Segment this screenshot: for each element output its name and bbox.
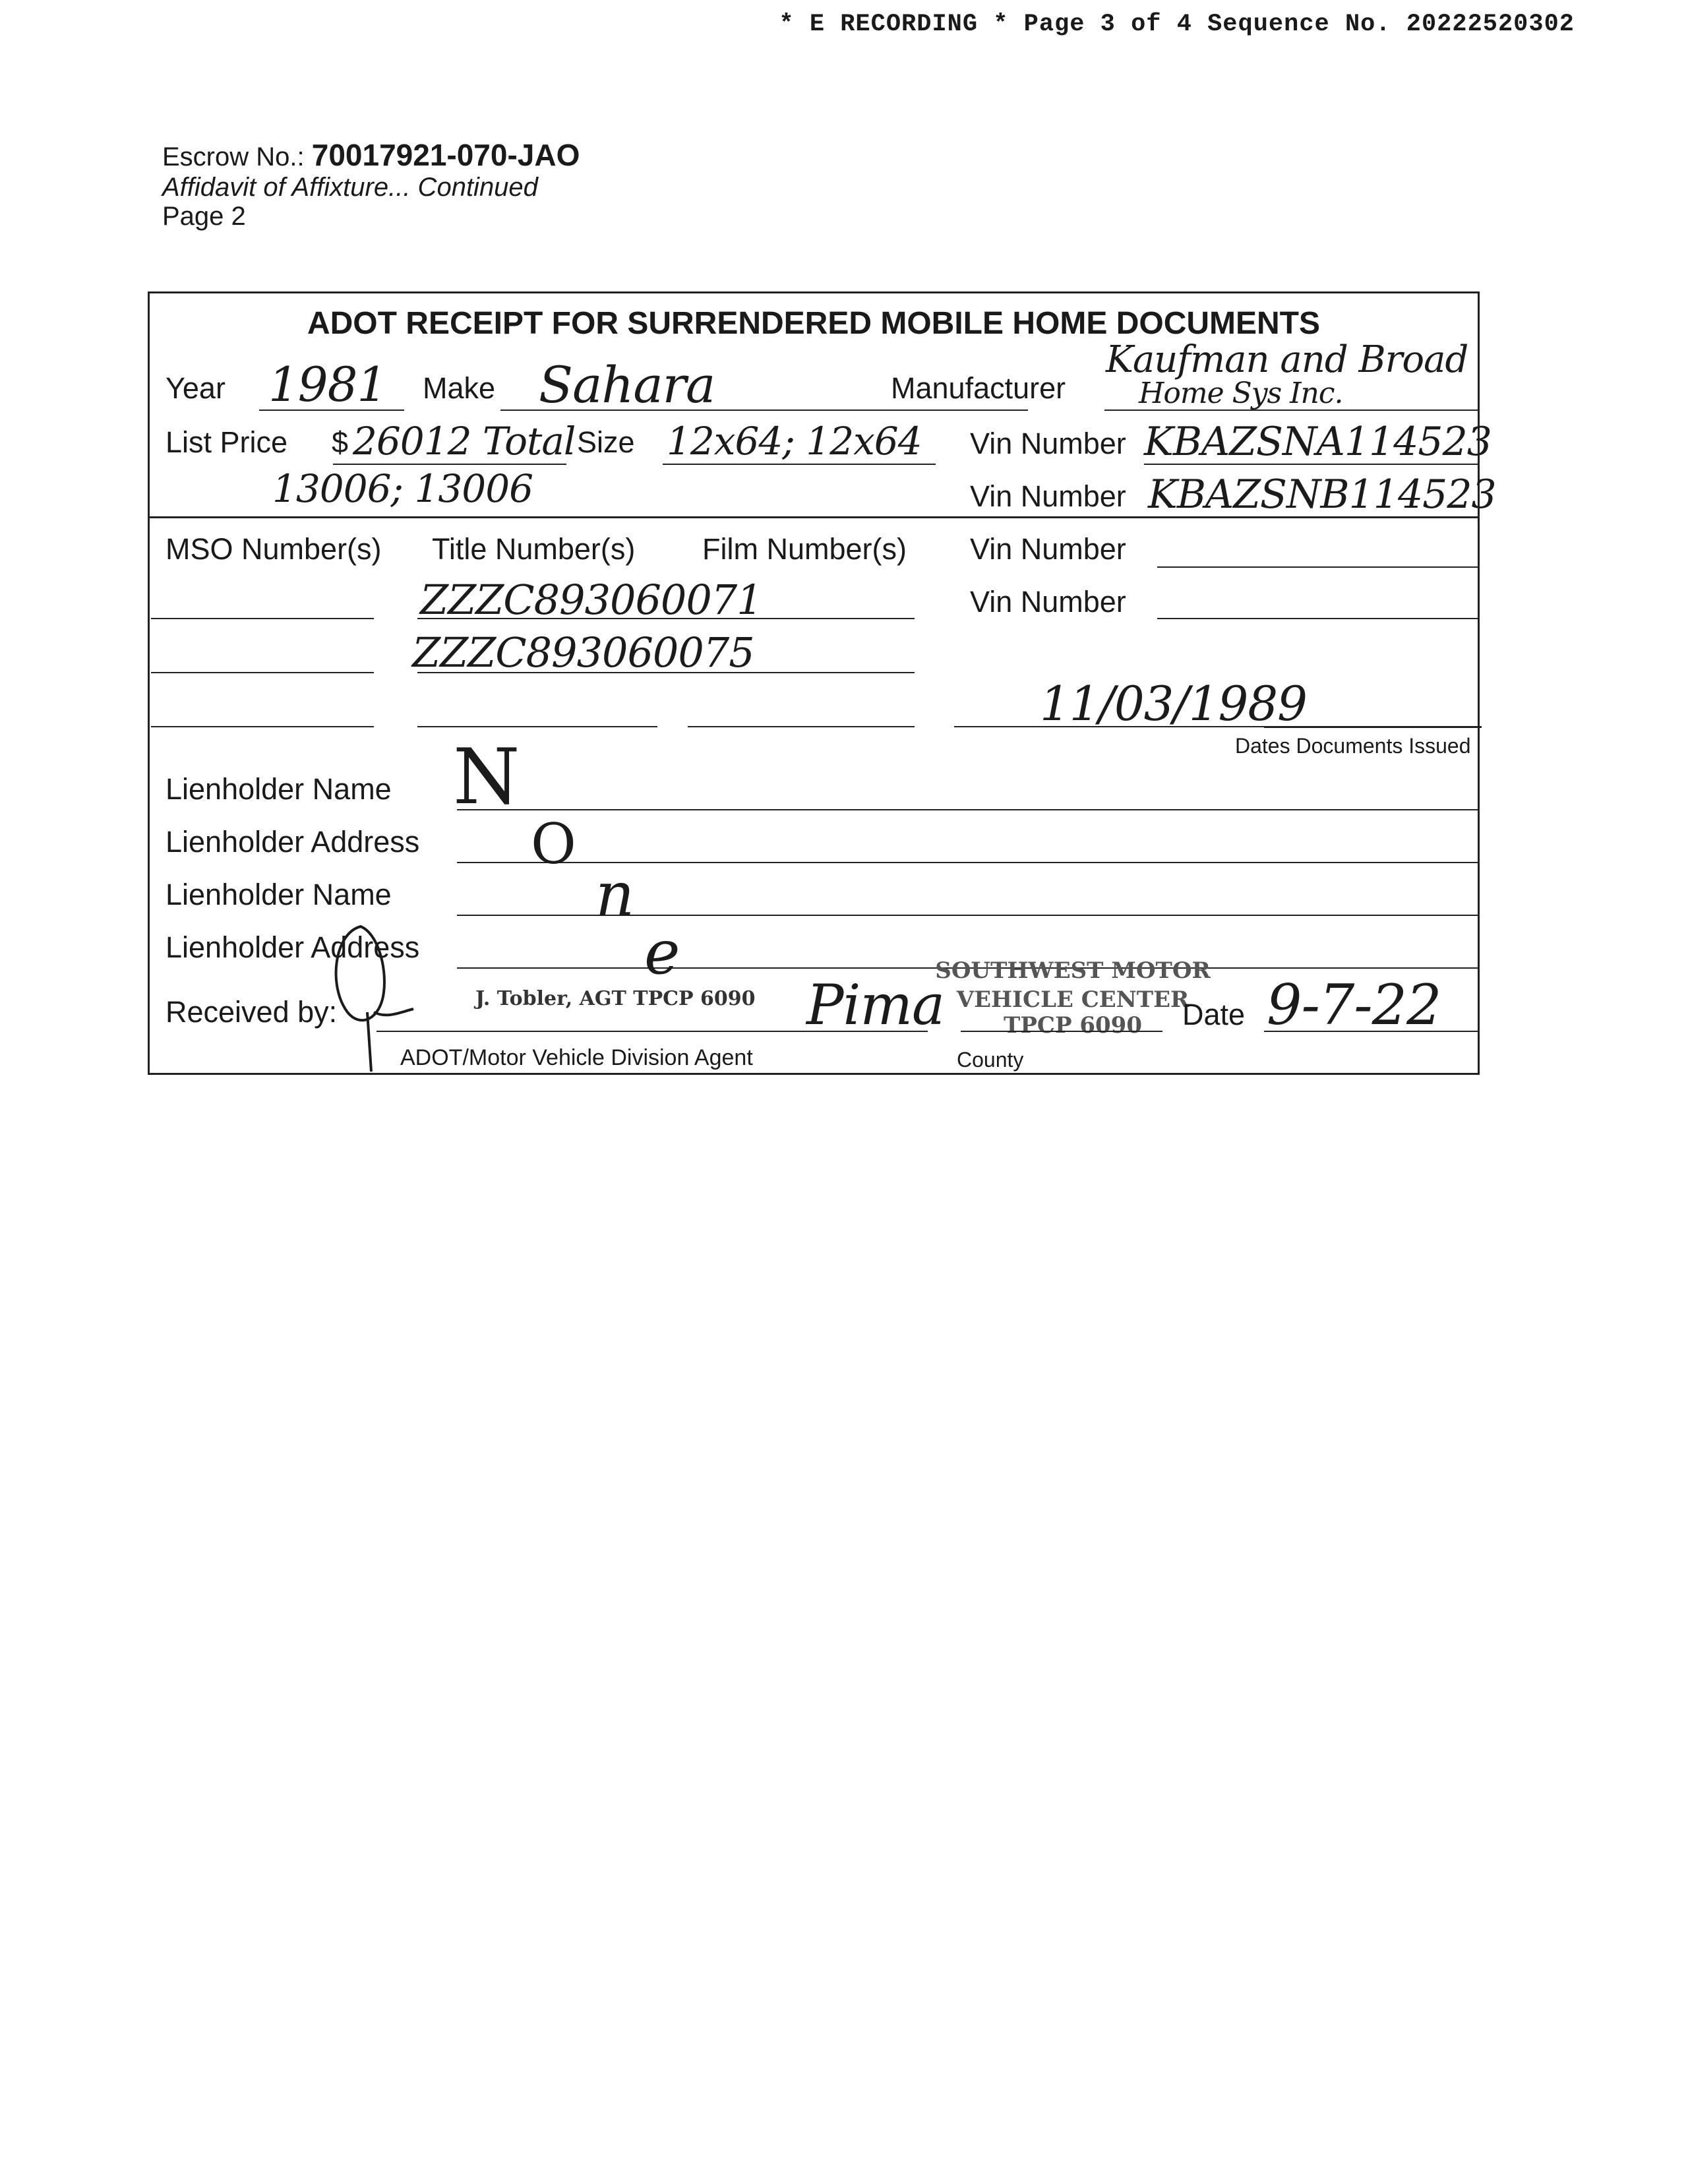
date-issued-value: 11/03/1989	[1040, 676, 1307, 731]
escrow-number: 70017921-070-JAO	[311, 138, 580, 172]
none-letter-n: N	[453, 733, 520, 822]
section-divider-mid	[1264, 726, 1482, 728]
dollar-sign: $	[332, 425, 349, 459]
mso-line-2	[151, 672, 374, 673]
document-subtitle: Affidavit of Affixture... Continued	[162, 173, 538, 202]
vin1-label: Vin Number	[970, 427, 1126, 460]
escrow-line	[162, 137, 580, 173]
manufacturer-label: Manufacturer	[891, 371, 1066, 405]
make-label: Make	[423, 371, 496, 405]
stamp-line-3: TPCP 6090	[1004, 1012, 1142, 1039]
stamp-line-1: SOUTHWEST MOTOR	[935, 957, 1211, 984]
list-price-line	[333, 464, 566, 465]
mso-numbers-label: MSO Number(s)	[166, 532, 382, 566]
manufacturer-value-1: Kaufman and Broad	[1106, 338, 1468, 381]
mso-line-3	[151, 726, 374, 727]
agent-stamp: J. Tobler, AGT TPCP 6090	[475, 987, 756, 1010]
receipt-title: ADOT RECEIPT FOR SURRENDERED MOBILE HOME DOCUMENTS	[307, 306, 1321, 341]
vin1-value: KBAZSNA114523	[1144, 419, 1492, 465]
film-line	[688, 726, 915, 727]
none-letter-e: e	[644, 917, 680, 988]
size-value: 12x64; 12x64	[667, 419, 922, 464]
section-divider-top	[150, 516, 1478, 518]
escrow-label: Escrow No.:	[162, 142, 305, 171]
lienholder-address-label-1: Lienholder Address	[166, 825, 420, 859]
received-by-label: Received by:	[166, 995, 338, 1029]
vin2-label: Vin Number	[970, 479, 1126, 513]
title-line-3	[417, 726, 657, 727]
vehicle-center-stamp	[928, 959, 1218, 1038]
none-letter-n2: n	[595, 859, 634, 930]
lienholder-address-label-2: Lienholder Address	[166, 930, 420, 964]
year-label: Year	[166, 371, 226, 405]
manufacturer-value-2: Home Sys Inc.	[1139, 377, 1343, 410]
agent-caption: ADOT/Motor Vehicle Division Agent	[400, 1045, 753, 1070]
county-caption: County	[957, 1048, 1024, 1072]
title-numbers-label: Title Number(s)	[432, 532, 636, 566]
dates-issued-label: Dates Documents Issued	[1235, 734, 1471, 758]
vin3-label: Vin Number	[970, 532, 1126, 566]
list-price-label: List Price	[166, 425, 288, 459]
adot-receipt-card	[148, 291, 1496, 1075]
vin4-line	[1157, 618, 1479, 619]
list-price-value: 26012 Total	[353, 419, 576, 464]
mso-line-1	[151, 618, 374, 619]
lienholder-name-label-1: Lienholder Name	[166, 772, 392, 806]
lienholder-name-label-2: Lienholder Name	[166, 878, 392, 911]
county-value: Pima	[806, 973, 945, 1037]
vin3-line	[1157, 566, 1479, 568]
film-numbers-label: Film Number(s)	[702, 532, 907, 566]
list-price-breakdown: 13006; 13006	[272, 466, 533, 511]
received-date-value: 9-7-22	[1267, 973, 1441, 1037]
title-number-2: ZZZC893060075	[412, 628, 754, 677]
stamp-line-2: VEHICLE CENTER	[956, 986, 1190, 1013]
title-number-1: ZZZC893060071	[420, 576, 762, 624]
date-label: Date	[1182, 998, 1246, 1031]
vin2-value: KBAZSNB114523	[1148, 471, 1496, 518]
size-line	[663, 464, 936, 465]
make-value: Sahara	[539, 355, 715, 414]
size-label: Size	[577, 425, 635, 459]
year-value: 1981	[268, 357, 387, 412]
lienholder-name-line-1	[457, 809, 1479, 810]
none-letter-o: O	[531, 812, 576, 876]
vin4-label: Vin Number	[970, 585, 1126, 619]
recording-header: * E RECORDING * Page 3 of 4 Sequence No. 20222520302	[779, 11, 1575, 38]
county-line	[961, 1031, 1162, 1032]
page-number: Page 2	[162, 202, 246, 231]
